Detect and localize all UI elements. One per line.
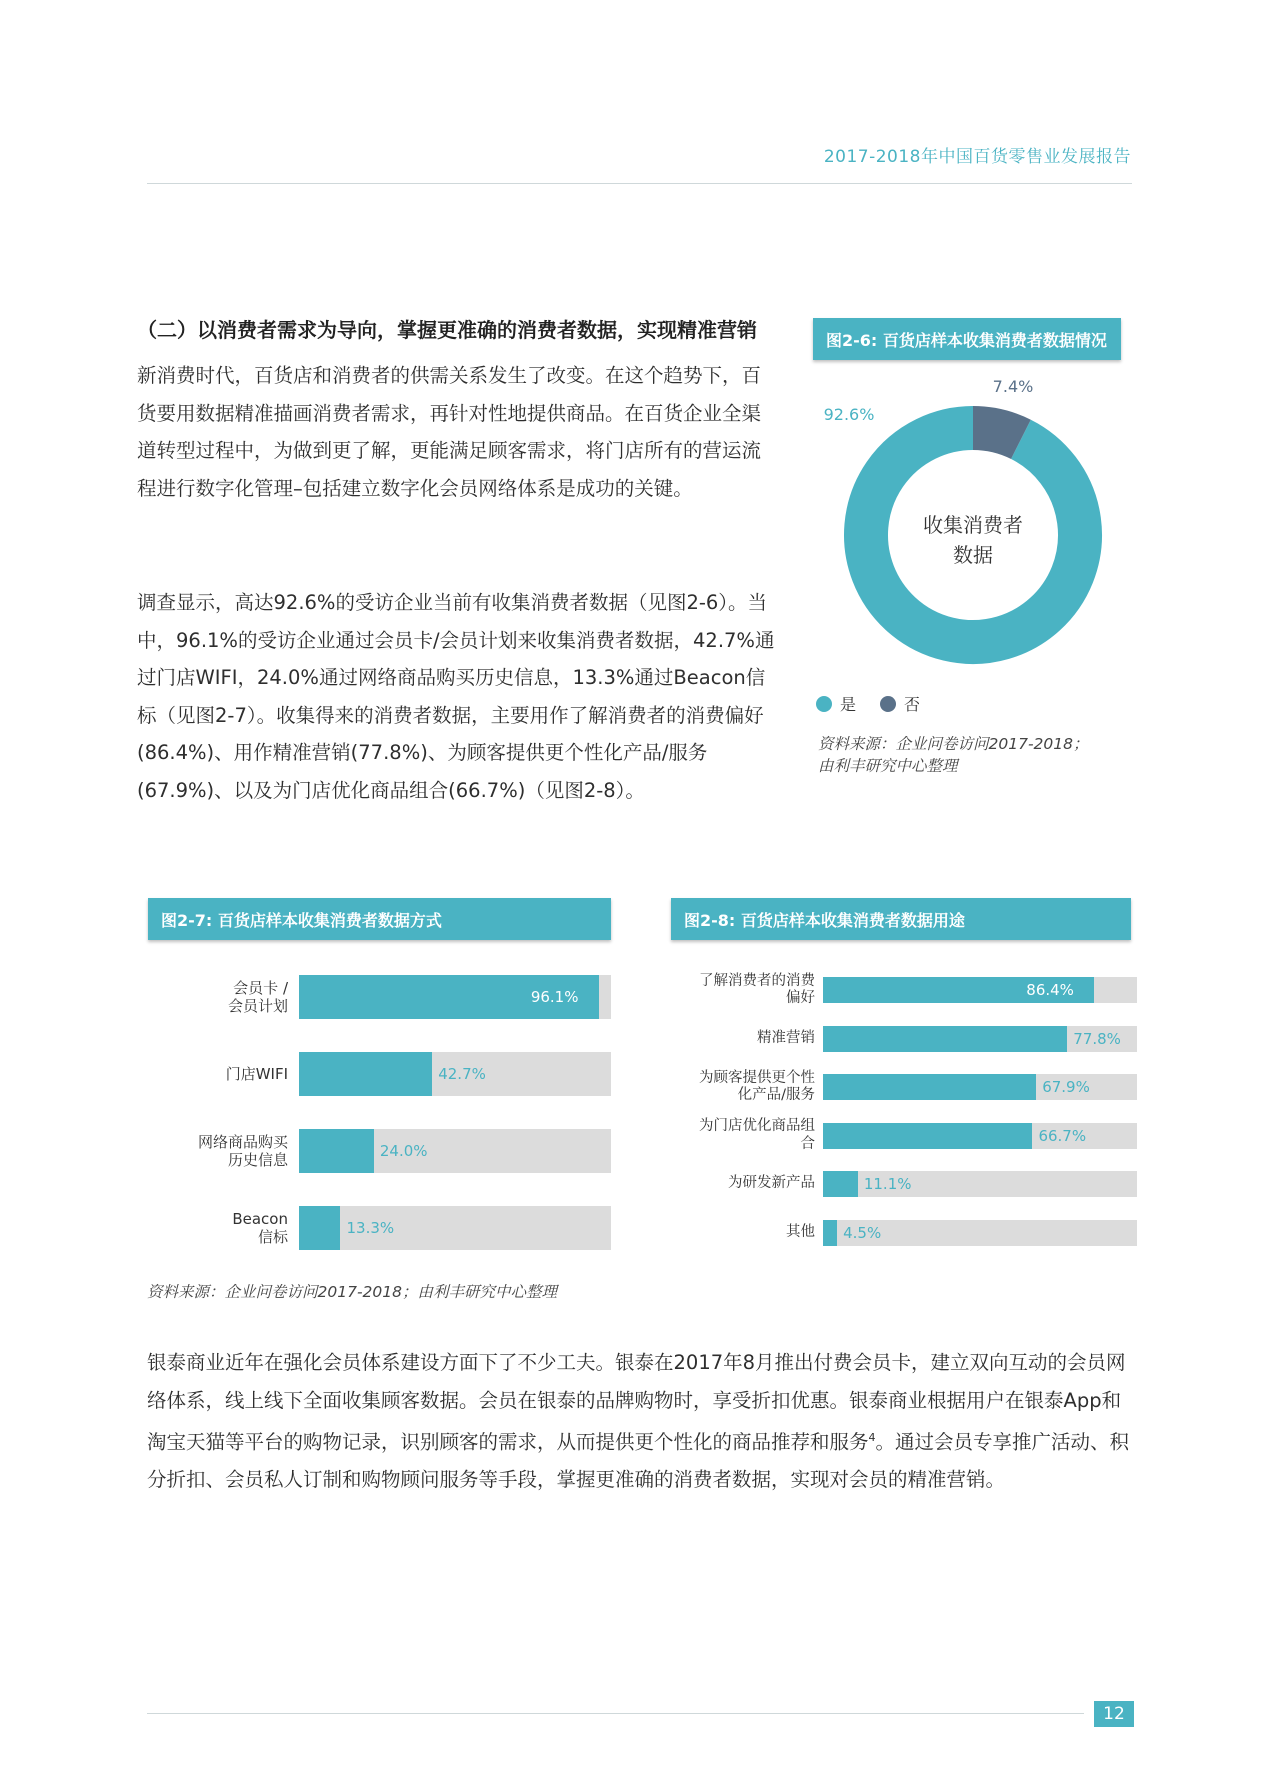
paragraph-yintai-main: 银泰商业近年在强化会员体系建设方面下了不少工夫。银泰在2017年8月推出付费会员卡，建立双向互动的会员网络体系，线上线下全面收集顾客数据。会员在银泰的品牌购物时，享受折扣优惠。银泰商业根据用户在银泰App和淘宝天猫等平台的购物记录，识别顾客的需求，从而提供更个性化的商品推荐和服务 [147,1351,1126,1454]
fig27-bar-track [299,1052,611,1096]
footer-divider [147,1713,1084,1714]
donut-slice-no [973,428,1021,439]
fig28-bar-value: 77.8% [1073,1029,1121,1048]
fig26-source-line1: 资料来源：企业问卷访问2017-2018； [818,735,1089,753]
fig27-bar-label: 会员卡 / 会员计划 [227,979,288,1015]
fig28-bar [823,1074,1036,1100]
donut-value-label-no: 7.4% [992,377,1034,396]
donut-center-label: 收集消费者 [923,513,1023,537]
fig28-bar-value: 66.7% [1038,1126,1087,1145]
fig28-bar-value: 67.9% [1042,1078,1090,1096]
report-title: 2017-2018年中国百货零售业发展报告 [823,147,1131,167]
legend-dot-yes-icon [816,696,832,712]
fig27-bar [299,1129,374,1173]
fig28-bar-value: 86.4% [1026,981,1074,999]
fig27-bar-track [299,1206,611,1250]
fig28-bar-label: 了解消费者的消费 偏好 [699,972,815,1006]
legend-item-yes [816,692,856,715]
fig27-bar-value: 96.1% [530,988,579,1006]
fig27-bar-track [299,975,611,1019]
legend-dot-no-icon [880,696,896,712]
fig27-bar-value: 13.3% [346,1219,395,1237]
fig27-bar-label: Beacon 信标 [232,1210,288,1246]
fig27-bar-value: 24.0% [379,1142,428,1160]
fig27-bar-label: 门店WIFI [225,1065,288,1083]
fig28-bar-value: 4.5% [843,1223,882,1242]
fig28-bar-label: 为研发新产品 [728,1175,815,1192]
fig27-title: 图2-7: 百货店样本收集消费者数据方式 [148,898,611,940]
paragraph-intro: 新消费时代，百货店和消费者的供需关系发生了改变。在这个趋势下，百货要用数据精准描画消费者需求，再针对性地提供商品。在百货企业全渠道转型过程中，为做到更了解，更能满足顾客需求，将门店所有的营运流程进行数字化管理–包括建立数字化会员网络体系是成功的关键。 [137,364,762,500]
fig27-bar-label: 网络商品购买 历史信息 [197,1133,288,1169]
fig26-title: 图2-6: 百货店样本收集消费者数据情况 [813,318,1121,360]
legend-item-no [880,692,920,715]
fig28-title: 图2-8: 百货店样本收集消费者数据用途 [671,898,1131,940]
fig28-bar [823,1026,1067,1052]
fig27-bar-track [299,1129,611,1173]
fig28-bar-track [823,1171,1137,1197]
fig28-bar-track [823,1074,1137,1100]
fig28-bar-value: 11.1% [863,1175,912,1193]
fig28-bar [823,1220,837,1246]
fig26-donut-chart [813,375,1133,685]
header-divider [147,183,1132,184]
paragraph-survey: 调查显示，高达92.6%的受访企业当前有收集消费者数据（见图2-6）。当中，96.1%的受访企业通过会员卡/会员计划来收集消费者数据，42.7%通过门店WIFI，24.0%通过网络商品购买历史信息，13.3%通过Beacon信标（见图2-7）。收集得来的消费者数据，主要用作了解消费者的消费偏好(86.4%)、用作精准营销(77.8%)、为顾客提供更个性化产品/服务(67.9%)、以及为门店优化商品组合(66.7%)（见图2-8）。 [137,591,775,802]
figures-source: 资料来源：企业问卷访问2017-2018；由利丰研究中心整理 [147,1283,557,1301]
page-number: 12 [1094,1701,1134,1727]
fig28-bar-track [823,1026,1137,1052]
fig28-bar-track [823,1220,1137,1246]
fig26-source [818,733,1138,777]
section-heading: （二）以消费者需求为导向，掌握更准确的消费者数据，实现精准营销 [137,318,757,342]
fig28-bar-label: 精准营销 [757,1029,815,1046]
fig28-bar-track [823,1123,1137,1149]
fig27-bar [299,1206,340,1250]
fig27-bar [299,1052,432,1096]
paragraph-yintai-tail: 。通过会员专享推广活动、积分折扣、会员私人订制和购物顾问服务等手段，掌握更准确的消费者数据，实现对会员的精准营销。 [147,1430,1130,1492]
fig26-legend [816,692,944,715]
fig26-source-line2: 由利丰研究中心整理 [818,757,958,775]
fig28-bar-label: 为顾客提供更个性 化产品/服务 [699,1069,815,1103]
donut-value-label-yes: 92.6% [823,405,875,424]
fig28-bar-label: 为门店优化商品组 合 [699,1118,815,1152]
legend-label-no: 否 [904,695,921,714]
fig27-bar-value: 42.7% [438,1065,486,1083]
footnote-ref: 4 [868,1431,876,1445]
fig28-bar-label: 其他 [786,1223,815,1240]
legend-label-yes: 是 [840,695,857,714]
fig28-bar [823,1123,1032,1149]
donut-center-label-line2: 数据 [953,543,993,567]
fig28-bar [823,1171,858,1197]
paragraph-yintai [147,1344,1137,1499]
fig28-bar-track [823,977,1137,1003]
